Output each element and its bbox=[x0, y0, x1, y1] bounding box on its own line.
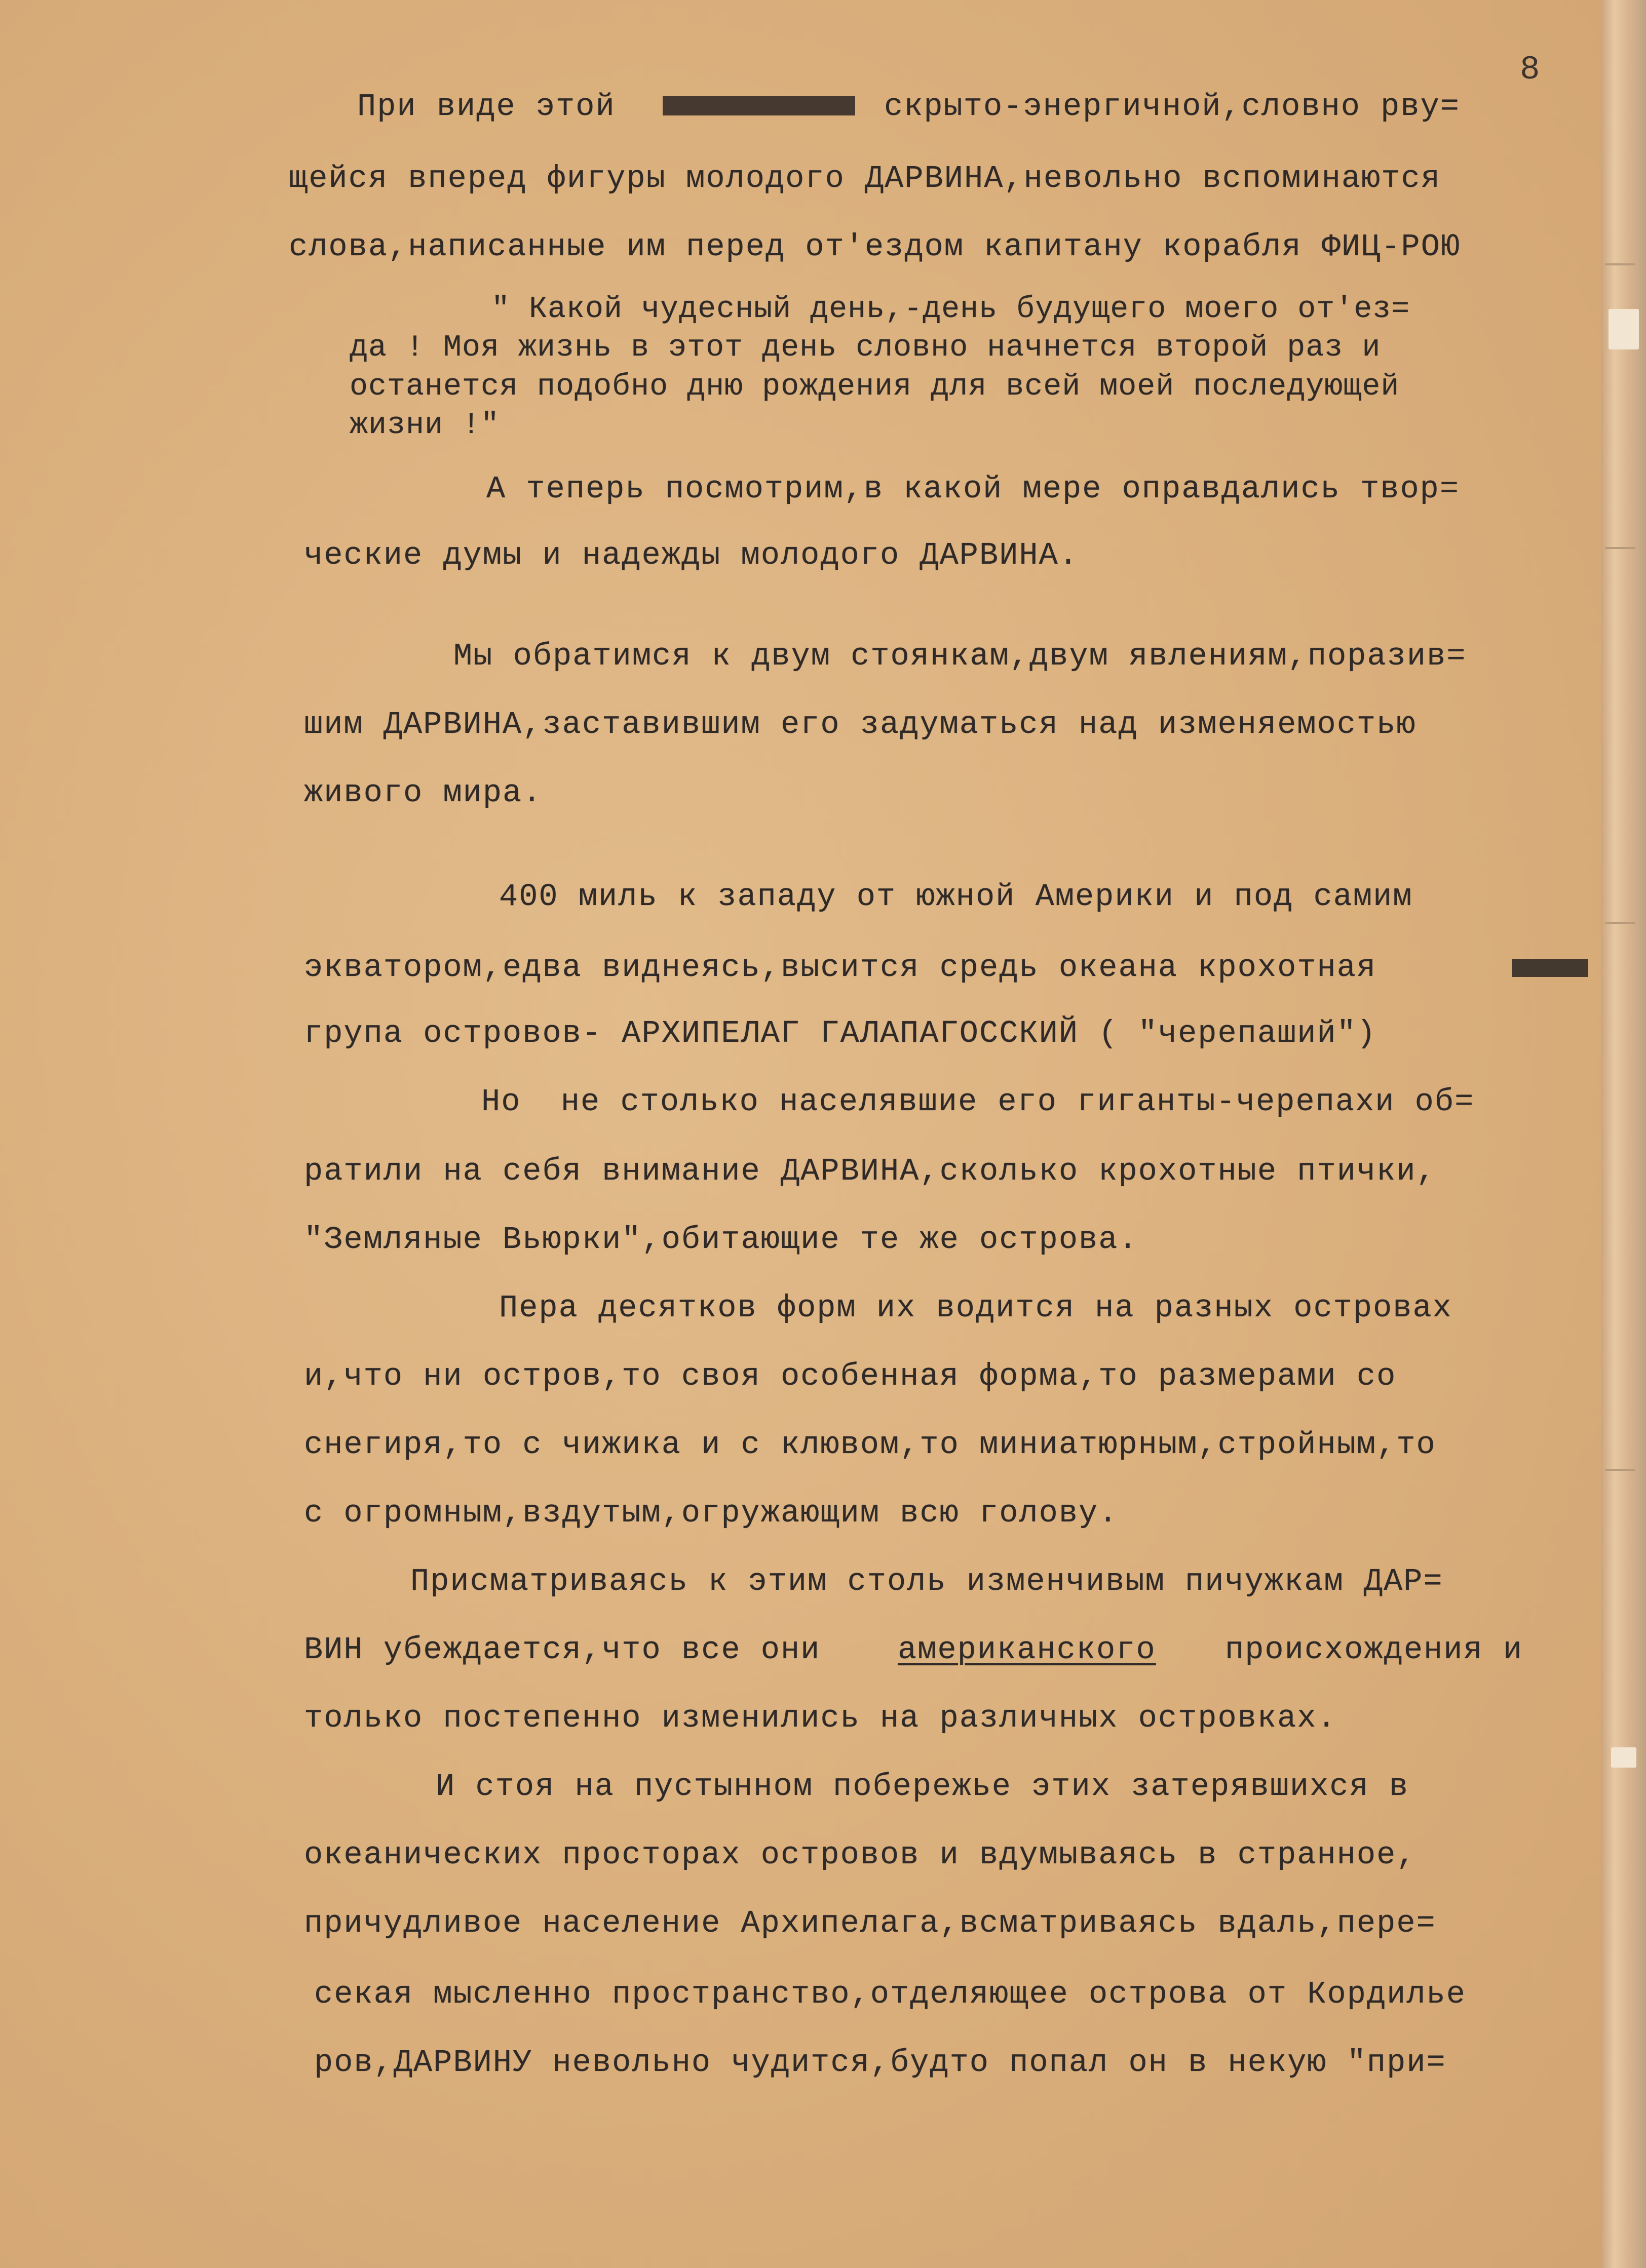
text-line-18: с огромным,вздутым,огружающим всю голову. bbox=[304, 1495, 1119, 1531]
text-line-10: экватором,едва виднеясь,высится средь океана крохотная bbox=[304, 950, 1377, 986]
text-line-20b: происхождения и bbox=[1225, 1632, 1523, 1668]
text-line-8: живого мира. bbox=[304, 775, 543, 811]
text-line-1b: скрыто-энергичной,словно рву= bbox=[884, 89, 1460, 125]
quote-line-2: да ! Моя жизнь в этот день словно начнется второй раз и bbox=[350, 331, 1381, 365]
text-line-2: щейся вперед фигуры молодого ДАРВИНА,невольно вспоминаются bbox=[289, 161, 1441, 197]
quote-line-1: " Какой чудесный день,-день будущего моего от'ез= bbox=[491, 292, 1410, 327]
quote-line-4: жизни !" bbox=[350, 408, 500, 443]
text-line-1a: При виде этой bbox=[357, 89, 616, 125]
text-line-25: секая мысленно пространство,отделяющее острова от Кордилье bbox=[314, 1976, 1466, 2012]
text-line-3: слова,написанные им перед от'ездом капитану корабля ФИЦ-РОЮ bbox=[289, 229, 1461, 265]
text-line-19: Присматриваясь к этим столь изменчивым пичужкам ДАР= bbox=[410, 1563, 1443, 1599]
text-line-26: ров,ДАРВИНУ невольно чудится,будто попал он в некую "при= bbox=[314, 2045, 1446, 2081]
text-line-4: А теперь посмотрим,в какой мере оправдались твор= bbox=[486, 471, 1460, 507]
text-line-24: причудливое население Архипелага,всматриваясь вдаль,пере= bbox=[304, 1905, 1436, 1941]
text-line-16: и,что ни остров,то своя особенная форма,то размерами со bbox=[304, 1358, 1397, 1394]
struck-out-word bbox=[663, 96, 855, 115]
text-line-7: шим ДАРВИНА,заставившим его задуматься над изменяемостью bbox=[304, 707, 1417, 742]
struck-out-word bbox=[1512, 959, 1588, 977]
text-line-11: група островов- АРХИПЕЛАГ ГАЛАПАГОССКИЙ ( "черепаший") bbox=[304, 1015, 1377, 1051]
paper-tab bbox=[1609, 309, 1639, 349]
text-line-23: океанических просторах островов и вдумываясь в странное, bbox=[304, 1837, 1417, 1873]
underlined-word: американского bbox=[898, 1632, 1156, 1668]
text-line-14: "Земляные Вьюрки",обитающие те же острова. bbox=[304, 1222, 1138, 1258]
text-line-12: Но не столько населявшие его гиганты-черепахи об= bbox=[481, 1084, 1475, 1120]
paper-tab bbox=[1611, 1747, 1636, 1768]
text-line-13: ратили на себя внимание ДАРВИНА,сколько крохотные птички, bbox=[304, 1153, 1436, 1189]
text-line-17: снегиря,то с чижика и с клювом,то миниатюрным,стройным,то bbox=[304, 1427, 1436, 1463]
text-line-15: Пера десятков форм их водится на разных островах bbox=[499, 1290, 1452, 1326]
text-line-20a: ВИН убеждается,что все они bbox=[304, 1632, 821, 1668]
text-line-22: И стоя на пустынном побережье этих затерявшихся в bbox=[436, 1769, 1409, 1805]
quote-line-3: останется подобно дню рождения для всей моей последующей bbox=[350, 370, 1400, 404]
text-line-9: 400 миль к западу от южной Америки и под самим bbox=[499, 879, 1413, 915]
page-number: 8 bbox=[1520, 51, 1540, 89]
text-line-21: только постепенно изменились на различных островках. bbox=[304, 1700, 1337, 1736]
text-line-6: Мы обратимся к двум стоянкам,двум явлениям,поразив= bbox=[453, 638, 1467, 674]
text-line-5: ческие думы и надежды молодого ДАРВИНА. bbox=[304, 537, 1079, 573]
